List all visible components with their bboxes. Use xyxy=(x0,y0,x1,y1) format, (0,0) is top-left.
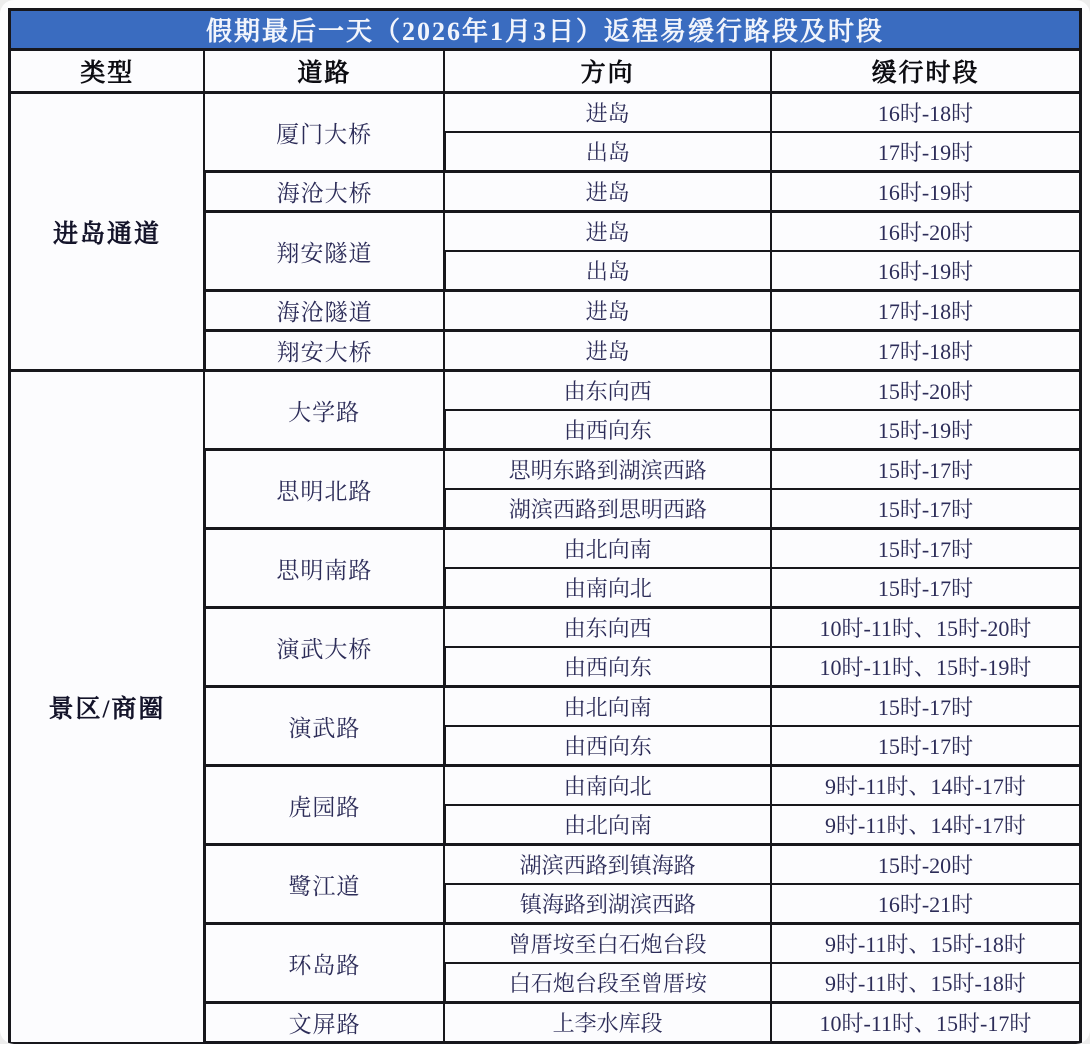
time-cell: 17时-18时 xyxy=(771,291,1081,331)
road-cell: 演武路 xyxy=(204,687,444,766)
column-header-row xyxy=(10,50,1081,93)
road-cell: 翔安隧道 xyxy=(204,212,444,291)
road-cell: 演武大桥 xyxy=(204,608,444,687)
direction-cell: 进岛 xyxy=(444,93,771,133)
time-cell: 15时-17时 xyxy=(771,568,1081,608)
road-cell: 海沧大桥 xyxy=(204,172,444,212)
direction-cell: 出岛 xyxy=(444,251,771,291)
col-header-direction: 方向 xyxy=(444,50,771,93)
time-cell: 16时-21时 xyxy=(771,884,1081,924)
direction-cell: 由南向北 xyxy=(444,766,771,806)
road-cell: 思明北路 xyxy=(204,450,444,529)
direction-cell: 由北向南 xyxy=(444,529,771,569)
direction-cell: 进岛 xyxy=(444,172,771,212)
direction-cell: 由东向西 xyxy=(444,608,771,648)
col-header-time: 缓行时段 xyxy=(771,50,1081,93)
direction-cell: 由北向南 xyxy=(444,805,771,845)
col-header-type: 类型 xyxy=(10,50,205,93)
table-row xyxy=(10,371,1081,411)
time-cell: 10时-11时、15时-17时 xyxy=(771,1003,1081,1043)
direction-cell: 进岛 xyxy=(444,212,771,252)
road-cell: 虎园路 xyxy=(204,766,444,845)
road-cell: 文屏路 xyxy=(204,1003,444,1043)
road-cell: 海沧隧道 xyxy=(204,291,444,331)
time-cell: 15时-19时 xyxy=(771,410,1081,450)
road-cell: 大学路 xyxy=(204,371,444,450)
time-cell: 9时-11时、15时-18时 xyxy=(771,963,1081,1003)
direction-cell: 镇海路到湖滨西路 xyxy=(444,884,771,924)
direction-cell: 进岛 xyxy=(444,331,771,371)
table-row xyxy=(10,93,1081,133)
direction-cell: 上李水库段 xyxy=(444,1003,771,1043)
table-title-row xyxy=(10,10,1081,50)
time-cell: 15时-20时 xyxy=(771,845,1081,885)
direction-cell: 白石炮台段至曾厝垵 xyxy=(444,963,771,1003)
time-cell: 15时-17时 xyxy=(771,489,1081,529)
time-cell: 15时-20时 xyxy=(771,371,1081,411)
road-cell: 环岛路 xyxy=(204,924,444,1003)
time-cell: 16时-20时 xyxy=(771,212,1081,252)
time-cell: 17时-19时 xyxy=(771,132,1081,172)
time-cell: 9时-11时、15时-18时 xyxy=(771,924,1081,964)
direction-cell: 由西向东 xyxy=(444,410,771,450)
time-cell: 10时-11时、15时-20时 xyxy=(771,608,1081,648)
direction-cell: 由北向南 xyxy=(444,687,771,727)
direction-cell: 思明东路到湖滨西路 xyxy=(444,450,771,490)
direction-cell: 湖滨西路到思明西路 xyxy=(444,489,771,529)
time-cell: 9时-11时、14时-17时 xyxy=(771,766,1081,806)
col-header-road: 道路 xyxy=(204,50,444,93)
road-cell: 思明南路 xyxy=(204,529,444,608)
type-cell: 景区/商圈 xyxy=(10,371,205,1043)
direction-cell: 曾厝垵至白石炮台段 xyxy=(444,924,771,964)
time-cell: 16时-19时 xyxy=(771,172,1081,212)
time-cell: 16时-19时 xyxy=(771,251,1081,291)
direction-cell: 进岛 xyxy=(444,291,771,331)
time-cell: 9时-11时、14时-17时 xyxy=(771,805,1081,845)
road-cell: 厦门大桥 xyxy=(204,93,444,172)
time-cell: 10时-11时、15时-19时 xyxy=(771,647,1081,687)
time-cell: 15时-17时 xyxy=(771,726,1081,766)
time-cell: 17时-18时 xyxy=(771,331,1081,371)
direction-cell: 由西向东 xyxy=(444,647,771,687)
direction-cell: 出岛 xyxy=(444,132,771,172)
direction-cell: 由东向西 xyxy=(444,371,771,411)
direction-cell: 由南向北 xyxy=(444,568,771,608)
congestion-table xyxy=(8,8,1082,1044)
time-cell: 15时-17时 xyxy=(771,687,1081,727)
type-cell: 进岛通道 xyxy=(10,93,205,371)
time-cell: 15时-17时 xyxy=(771,450,1081,490)
direction-cell: 湖滨西路到镇海路 xyxy=(444,845,771,885)
road-cell: 翔安大桥 xyxy=(204,331,444,371)
table-title: 假期最后一天（2026年1月3日）返程易缓行路段及时段 xyxy=(10,10,1081,50)
time-cell: 15时-17时 xyxy=(771,529,1081,569)
road-cell: 鹭江道 xyxy=(204,845,444,924)
table-body xyxy=(10,93,1081,1043)
direction-cell: 由西向东 xyxy=(444,726,771,766)
time-cell: 16时-18时 xyxy=(771,93,1081,133)
